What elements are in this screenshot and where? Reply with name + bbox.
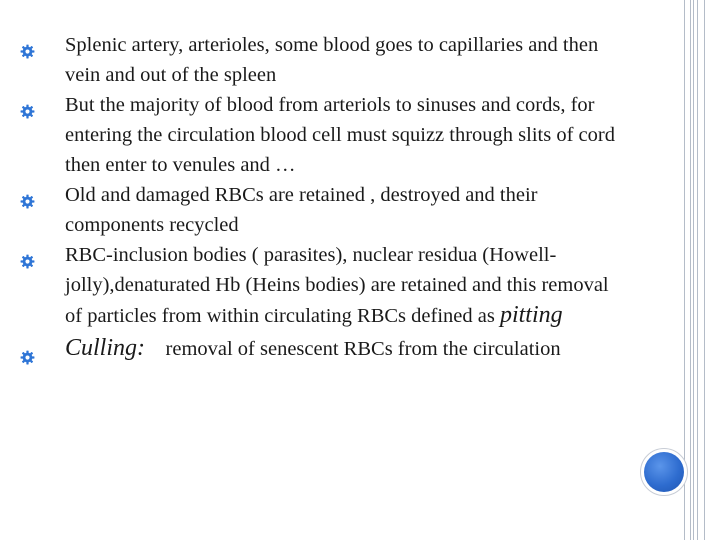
gear-bullet-icon	[20, 38, 35, 53]
culling-definition: removal of senescent RBCs from the circulation	[165, 338, 561, 360]
gear-bullet-icon	[20, 248, 35, 263]
bullet-text: Splenic artery, arterioles, some blood goes to capillaries and then vein and out of the spleen	[65, 34, 599, 86]
bullet-item-majority-of-blood	[20, 90, 630, 180]
slide-body	[20, 30, 630, 364]
gear-bullet-icon	[20, 98, 35, 113]
right-edge-rules	[680, 0, 720, 540]
bullet-text: Old and damaged RBCs are retained , destroyed and their components recycled	[65, 184, 538, 236]
gear-bullet-icon	[20, 188, 35, 203]
pitting-term: pitting	[499, 302, 563, 328]
bullet-item-old-damaged-rbcs	[20, 180, 630, 240]
culling-term: Culling:	[65, 335, 146, 361]
bullet-item-splenic-artery	[20, 30, 630, 90]
gear-bullet-icon	[20, 344, 35, 359]
bullet-text: But the majority of blood from arteriols to sinuses and cords, for entering the circulation blood cell must squizz through slits of cord then enter to venules and …	[65, 94, 615, 176]
blue-circle-ornament-icon	[644, 452, 684, 492]
bullet-item-culling	[20, 333, 630, 364]
bullet-text: RBC-inclusion bodies ( parasites), nuclear residua (Howell-jolly),denaturated Hb (Heins bodies) are retained and this removal of particles from within circulating RBCs defined as	[65, 244, 609, 327]
bullet-item-inclusion-bodies	[20, 240, 630, 331]
